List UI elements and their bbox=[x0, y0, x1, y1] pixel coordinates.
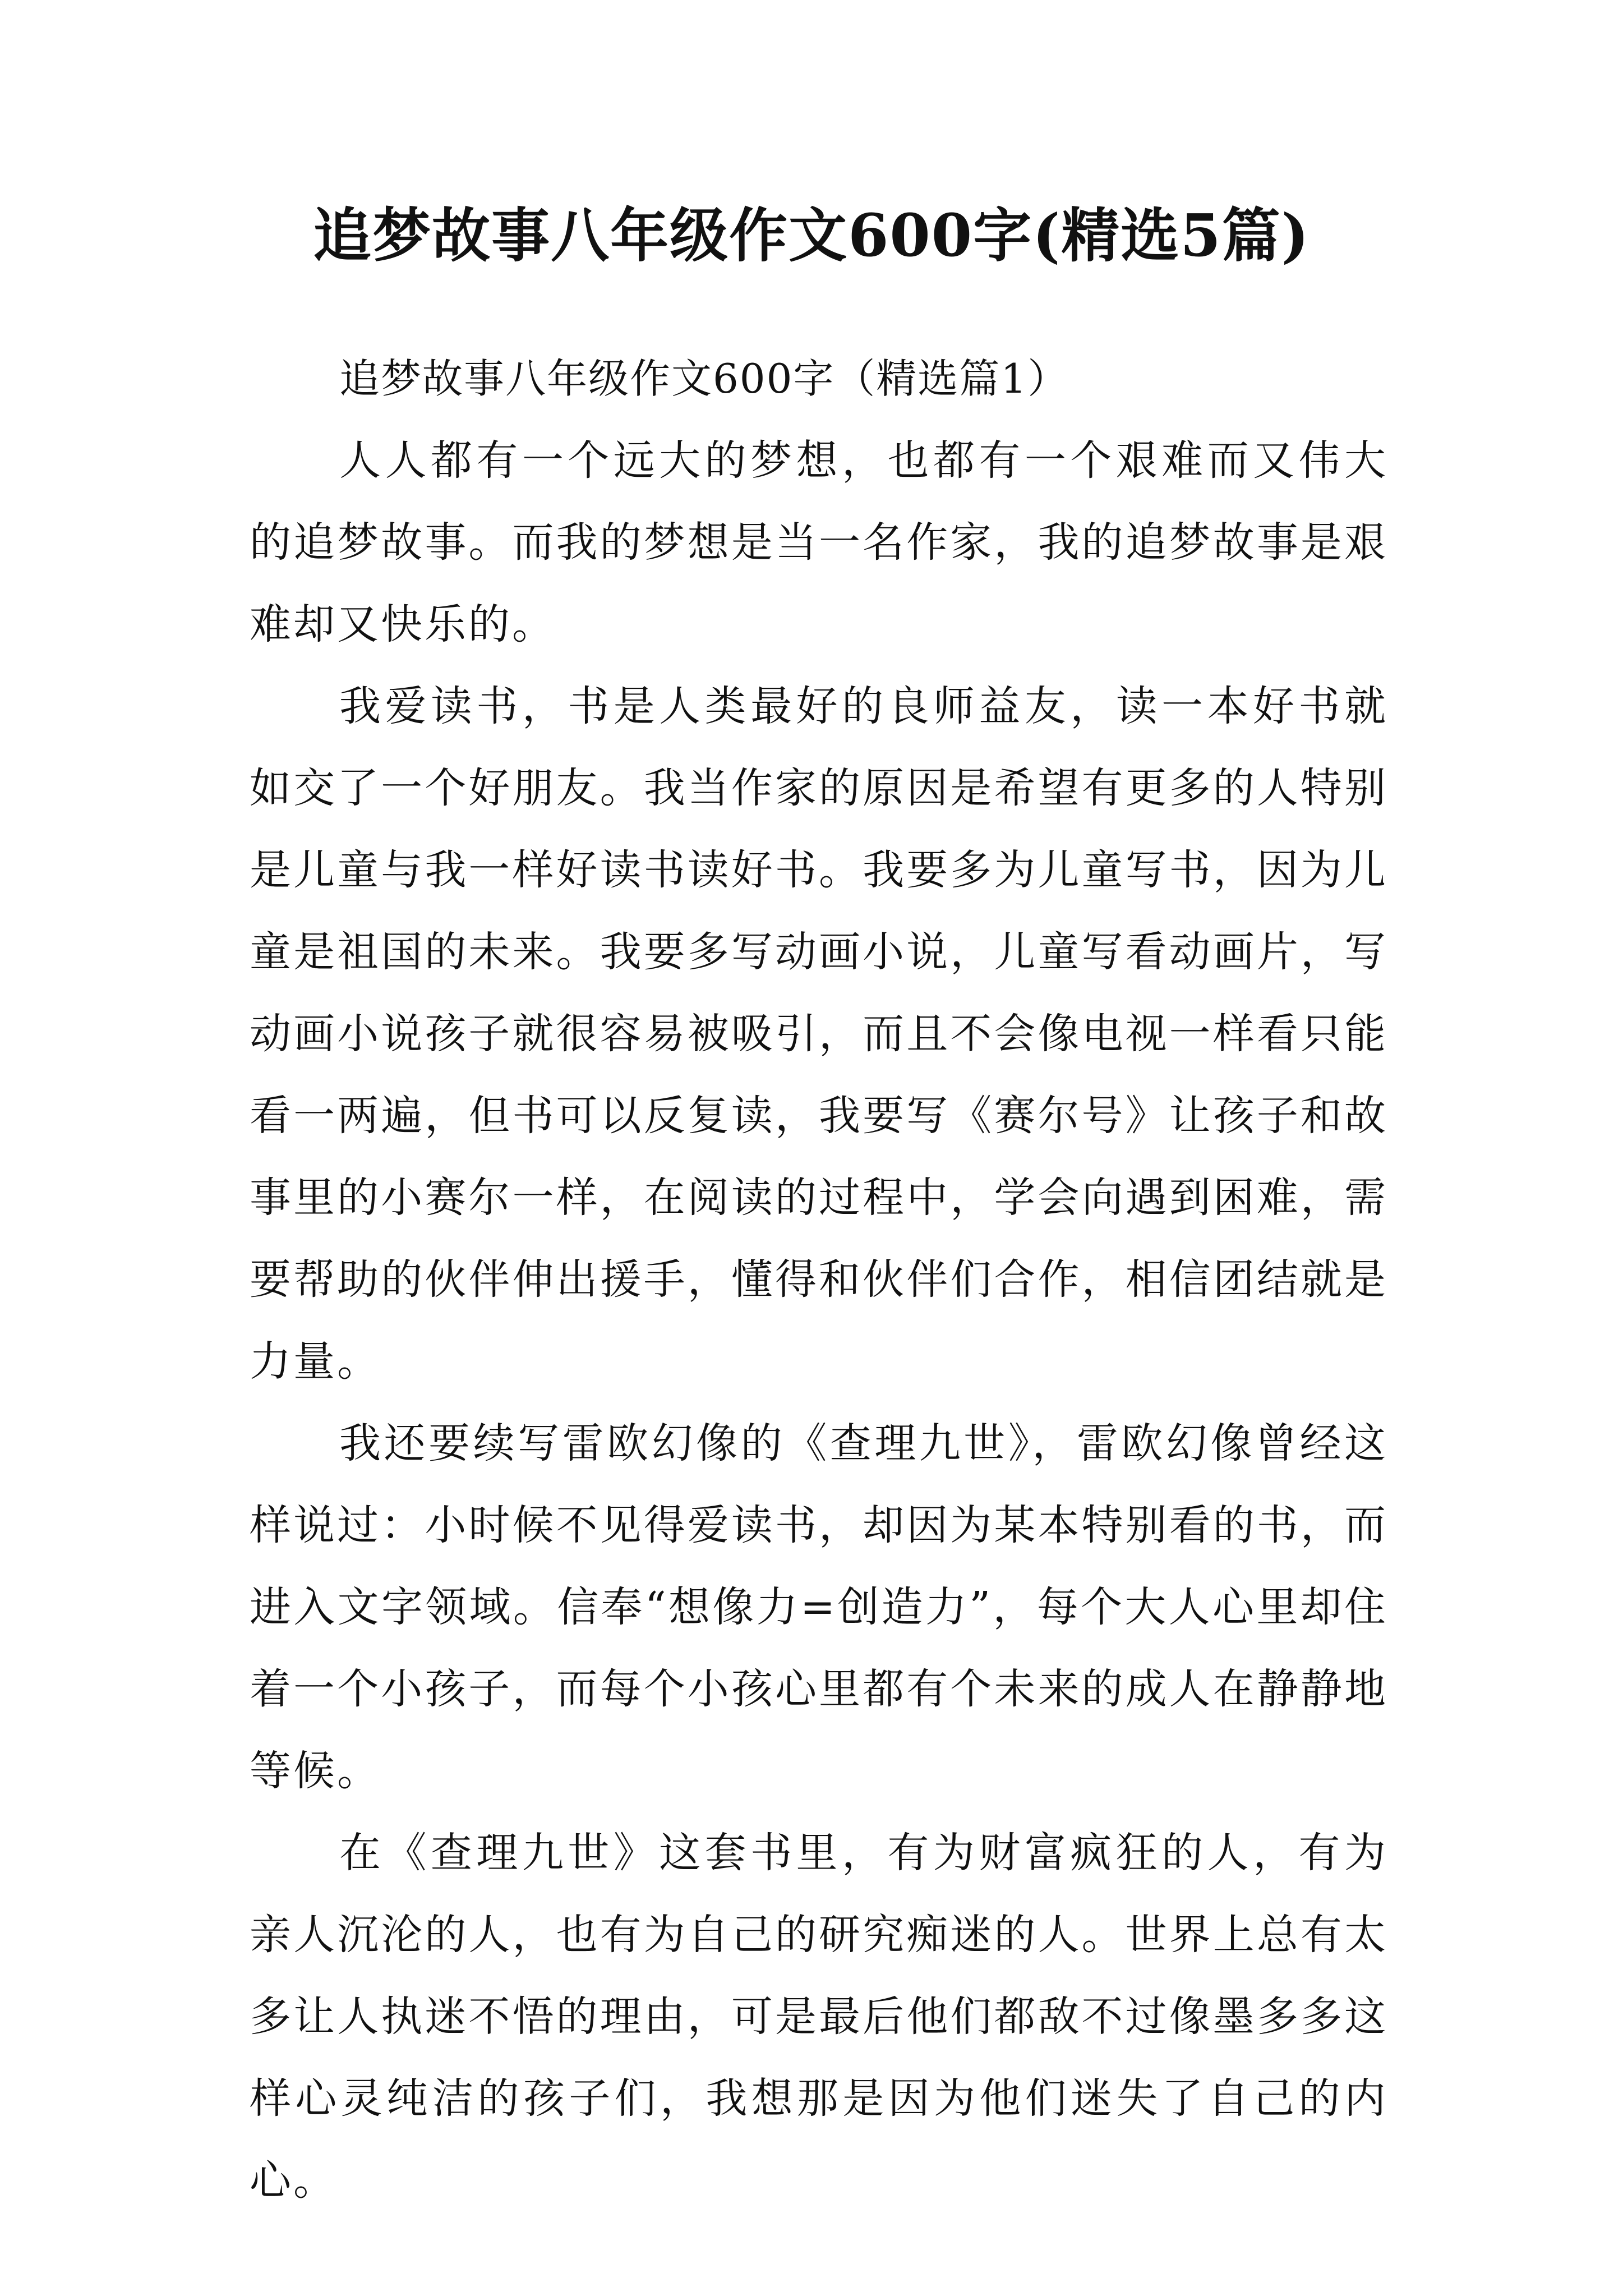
paragraph-4: 在《查理九世》这套书里，有为财富疯狂的人，有为亲人沉沦的人，也有为自己的研究痴迷的人。世界上总有太多让人执迷不悟的理由，可是最后他们都敌不过像墨多多这样心灵纯洁的孩子们，我想那是因为他们迷失了自己的内心。 bbox=[250, 1829, 1388, 2205]
document-title: 追梦故事八年级作文600字(精选5篇) bbox=[313, 201, 1310, 270]
paragraph-2: 我爱读书，书是人类最好的良师益友，读一本好书就如交了一个好朋友。我当作家的原因是希望有更多的人特别是儿童与我一样好读书读好书。我要多为儿童写书，因为儿童是祖国的未来。我要多写动画小说，儿童写看动画片，写动画小说孩子就很容易被吸引，而且不会像电视一样看只能看一两遍，但书可以反复读，我要写《赛尔号》让孩子和故事里的小赛尔一样，在阅读的过程中，学会向遇到困难，需要帮助的伙伴伸出援手，懂得和伙伴们合作，相信团结就是力量。 bbox=[250, 682, 1388, 1386]
paragraph-1: 人人都有一个远大的梦想，也都有一个艰难而又伟大的追梦故事。而我的梦想是当一名作家，我的追梦故事是艰难却又快乐的。 bbox=[250, 436, 1388, 648]
section-heading: 追梦故事八年级作文600字（精选篇1） bbox=[339, 355, 1069, 402]
paragraph-3: 我还要续写雷欧幻像的《查理九世》，雷欧幻像曾经这样说过：小时候不见得爱读书，却因为某本特别看的书，而进入文字领域。信奉“想像力=创造力”，每个大人心里却住着一个小孩子，而每个小孩心里都有个未来的成人在静静地等候。 bbox=[250, 1419, 1388, 1795]
document-body bbox=[250, 338, 1388, 2221]
